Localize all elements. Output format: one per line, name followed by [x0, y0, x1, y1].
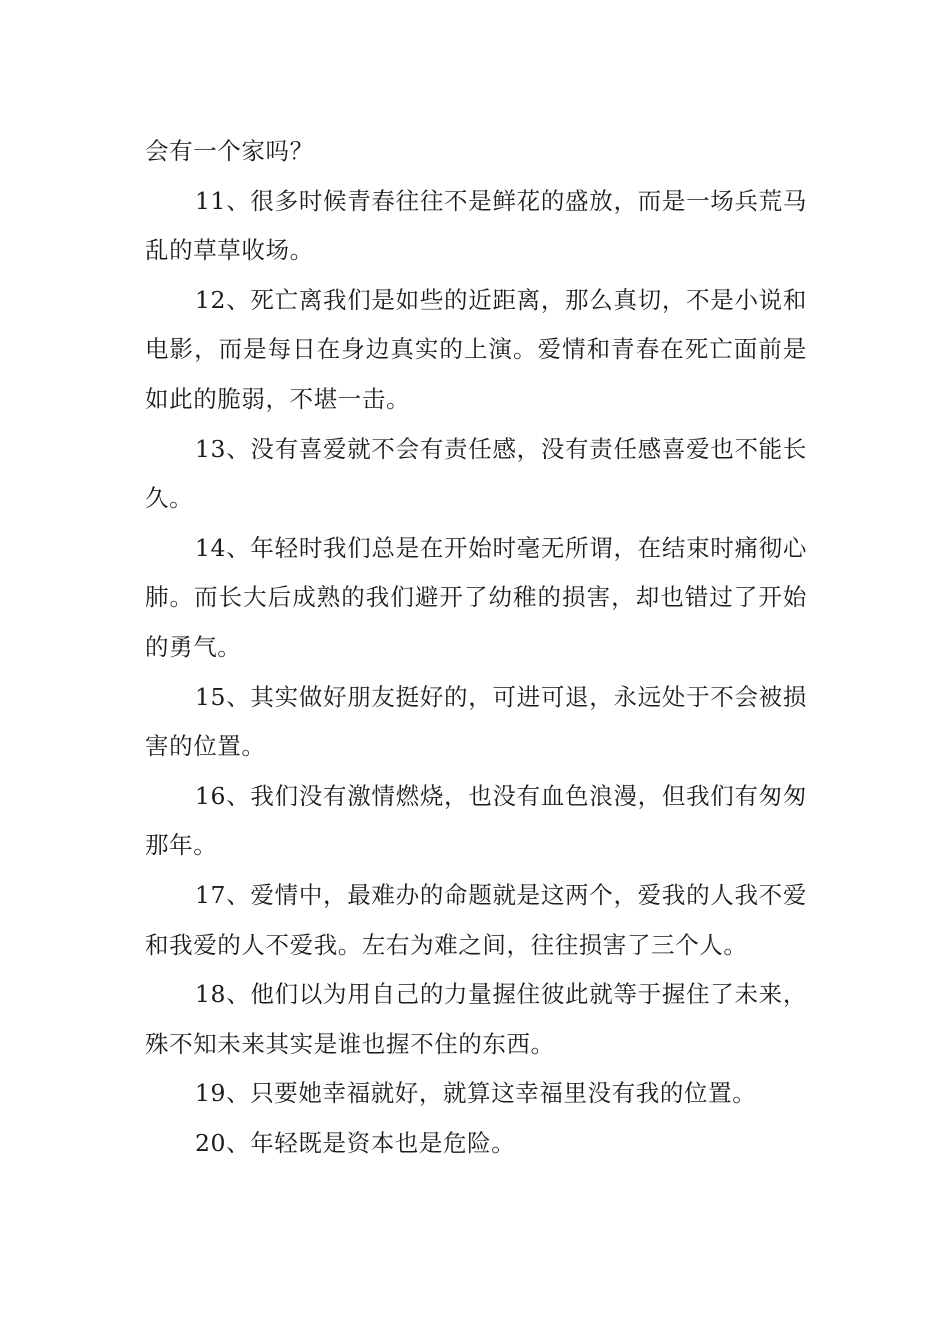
paragraph-item-13: 13、没有喜爱就不会有责任感，没有责任感喜爱也不能长久。	[145, 434, 807, 513]
document-page	[145, 127, 807, 1168]
paragraph-item-12: 12、死亡离我们是如些的近距离，那么真切，不是小说和电影，而是每日在身边真实的上演。爱情和青春在死亡面前是如此的脆弱，不堪一击。	[145, 285, 807, 413]
paragraph-continuation: 会有一个家吗？	[145, 137, 314, 165]
paragraph-item-11: 11、很多时候青春往往不是鲜花的盛放，而是一场兵荒马乱的草草收场。	[145, 186, 807, 265]
paragraph-item-19: 19、只要她幸福就好，就算这幸福里没有我的位置。	[195, 1079, 757, 1108]
paragraph-item-20: 20、年轻既是资本也是危险。	[195, 1128, 516, 1157]
paragraph-item-14: 14、年轻时我们总是在开始时毫无所谓，在结束时痛彻心肺。而长大后成熟的我们避开了幼稚的损害，却也错过了开始的勇气。	[145, 533, 807, 661]
paragraph-item-15: 15、其实做好朋友挺好的，可进可退，永远处于不会被损害的位置。	[145, 682, 807, 761]
paragraph-item-17: 17、爱情中，最难办的命题就是这两个，爱我的人我不爱和我爱的人不爱我。左右为难之间，往往损害了三个人。	[145, 880, 807, 959]
paragraph-item-18: 18、他们以为用自己的力量握住彼此就等于握住了未来，殊不知未来其实是谁也握不住的东西。	[145, 980, 807, 1058]
paragraph-item-16: 16、我们没有激情燃烧，也没有血色浪漫，但我们有匆匆那年。	[145, 781, 807, 860]
